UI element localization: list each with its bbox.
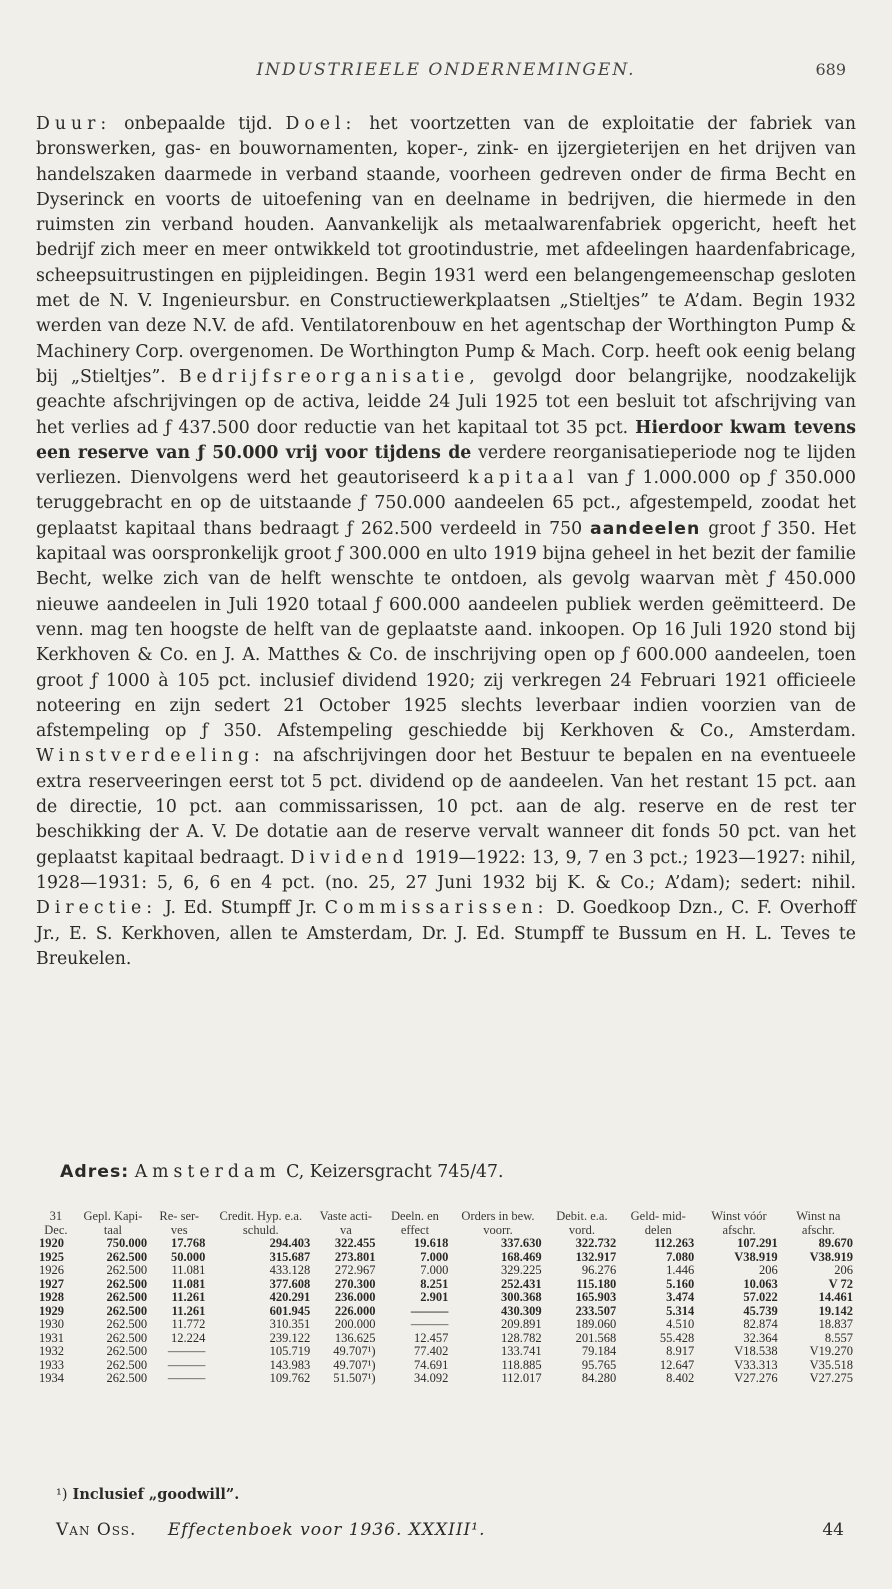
table-cell: 209.891	[501, 1317, 542, 1331]
label-dividend: Dividend	[290, 847, 409, 868]
table-cell: 430.309	[501, 1303, 542, 1318]
table-cell: 112.263	[654, 1236, 695, 1250]
table-cell: 310.351	[269, 1317, 311, 1331]
table-cell: 750.000	[106, 1236, 148, 1250]
table-cell: 337.630	[501, 1236, 542, 1250]
table-cell: 118.885	[501, 1357, 542, 1372]
table-cell: 8.251	[420, 1276, 449, 1291]
label-directie: Directie:	[36, 898, 158, 919]
table-cell: 82.874	[743, 1317, 778, 1331]
table-cell: 112.017	[501, 1371, 542, 1385]
column-header: Credit. Hyp. e.a. schuld.	[219, 1209, 303, 1237]
table-cell: 57.022	[743, 1290, 778, 1304]
text-commissarissen: D. Goedkoop Dzn., C. F. Overhoff Jr., E. S. Kerkhoven, allen te Amsterdam, Dr. J. Ed. Stumpff te Bussum en H. L. Teves te Breukelen.	[36, 898, 856, 969]
column-header: Gepl. Kapi- taal	[83, 1209, 143, 1237]
address-line	[60, 1162, 504, 1182]
label-aandeelen: aandeelen	[589, 518, 701, 539]
table-cell: 105.719	[269, 1344, 311, 1358]
table-row	[36, 1318, 856, 1332]
table-cell: 79.184	[581, 1344, 617, 1358]
table-cell: 5.314	[666, 1303, 695, 1318]
table-cell: 34.092	[414, 1371, 449, 1385]
table-cell: 1934	[39, 1371, 64, 1385]
table-cell: 14.461	[818, 1290, 853, 1304]
table-cell: 262.500	[106, 1371, 148, 1385]
table-row	[36, 1359, 856, 1373]
financial-table	[36, 1210, 856, 1386]
label-kapitaal: kapitaal	[468, 468, 579, 489]
table-cell: V18.538	[734, 1344, 778, 1358]
text-directie: J. Ed. Stumpff Jr.	[157, 898, 325, 919]
table-cell: 262.500	[106, 1317, 148, 1331]
text-dividend: 1919—1922: 13, 9, 7 en 3 pct.; 1923—1927: nihil, 1928—1931: 5, 6, 6 en 4 pct. (no. 25, 27 Juni 1932 bij K. & Co.; A’dam); sedert: nihil.	[36, 847, 857, 893]
table-body	[36, 1237, 856, 1386]
table-cell: 273.801	[334, 1249, 376, 1264]
table-cell: 128.782	[501, 1330, 542, 1345]
table-row	[36, 1264, 856, 1278]
label-doel: Doel:	[285, 114, 357, 134]
column-header: Geld- mid- delen	[630, 1209, 686, 1237]
table-cell: 262.500	[106, 1357, 148, 1372]
table-cell: 270.300	[334, 1276, 376, 1291]
table-cell: 322.455	[334, 1236, 376, 1250]
table-cell: 49.707¹)	[333, 1344, 376, 1358]
table-cell: 19.142	[818, 1303, 853, 1318]
table-cell: 1933	[39, 1357, 64, 1372]
table-cell: 74.691	[414, 1357, 449, 1372]
table-cell: V19.270	[809, 1344, 853, 1358]
table-cell: 77.402	[414, 1344, 449, 1358]
table-cell: 89.670	[818, 1236, 853, 1250]
footnote-text: Inclusief „goodwill”.	[67, 1486, 240, 1503]
table-cell: V33.313	[734, 1357, 778, 1372]
table-cell: 17.768	[170, 1236, 206, 1250]
table-cell: 272.967	[334, 1263, 376, 1277]
text-duur: onbepaalde tijd.	[111, 114, 286, 134]
table-cell: 233.507	[575, 1303, 617, 1318]
table-cell: 11.261	[171, 1303, 206, 1318]
table-cell: 1932	[39, 1344, 64, 1358]
column-header: Vaste acti- va	[319, 1209, 373, 1237]
label-winstverdeeling: Winstverdeeling:	[36, 746, 265, 767]
table-cell: 50.000	[170, 1249, 206, 1264]
table-cell: 12.224	[170, 1330, 206, 1345]
table-cell: 143.983	[269, 1357, 311, 1372]
footnote-mark: ¹)	[56, 1487, 68, 1503]
table-cell: 236.000	[334, 1290, 376, 1304]
table-cell: 1930	[39, 1317, 64, 1331]
table-cell: 239.122	[269, 1330, 311, 1345]
table-cell: 84.280	[581, 1371, 617, 1385]
table-cell: V 72	[828, 1276, 853, 1291]
text-doel: het voortzetten van de exploitatie der fabriek van bronswerken, gas- en bouwornamenten, koper-, zink- en ijzergieterijen en het drijven van handelszaken daarmede in verband staande, voorheen gedreven onder de firma Becht en Dyserinck en voorts de uitoefening van en deelname in bedrijven, die hiermede in den ruimsten zin verband houden. Aanvankelijk als metaalwarenfabriek opgericht, heeft het bedrijf zich meer en meer ontwikkeld tot grootindustrie, met afdeelingen haardenfabricage, scheepsuitrustingen en pijpleidingen. Begin 1931 werd een belangengemeenschap gesloten met de N. V. Ingenieursbur. en Constructiewerkplaatsen „Stieltjes” te A’dam. Begin 1932 werden van deze N.V. de afd. Ventilatorenbouw en het agentschap der Worthington Pump & Machinery Corp. overgenomen. De Worthington Pump & Mach. Corp. heeft ook eenig belang bij „Stieltjes”.	[36, 114, 856, 387]
address-city: Amsterdam	[134, 1162, 281, 1182]
table-cell: 107.291	[737, 1236, 778, 1250]
table-cell: 262.500	[106, 1344, 148, 1358]
table-cell: 10.063	[743, 1276, 778, 1291]
table-cell: 262.500	[106, 1290, 148, 1304]
address-label: Adres:	[60, 1162, 130, 1182]
table-cell: 11.081	[171, 1263, 206, 1277]
table-cell: 45.739	[743, 1303, 778, 1318]
table-cell: V27.276	[734, 1371, 778, 1385]
table-cell: 1920	[39, 1236, 64, 1250]
table-cell: 377.608	[269, 1276, 311, 1291]
text-winstverdeeling: na afschrijvingen door het Bestuur te bepalen en na eventueele extra reserveeringen eerst tot 5 pct. dividend op de aandeelen. Van het restant 15 pct. aan de directie, 10 pct. aan commissarissen, 10 pct. aan de alg. reserve en de rest ter beschikking der A. V. De dotatie aan de reserve vervalt wanneer dit fonds 50 pct. van het geplaatst kapitaal bedraagt.	[36, 746, 856, 868]
table-row	[36, 1372, 856, 1386]
footer-sheet-number: 44	[822, 1520, 844, 1540]
text-aandeelen: groot ƒ 350. Het kapitaal was oorspronkelijk groot ƒ 300.000 en ulto 1919 bijna geheel in het bezit der familie Becht, welke zich van de helft wenschte te ontdoen, als gevolg waarvan mèt ƒ 450.000 nieuwe aandeelen in Juli 1920 totaal ƒ 600.000 aandeelen publiek werden geëmitteerd. De venn. mag ten hoogste de helft van de geplaatste aand. inkoopen. Op 16 Juli 1920 stond bij Kerkhoven & Co. en J. A. Matthes & Co. de inschrijving open op ƒ 600.000 aandeelen, toen groot ƒ 1000 à 105 pct. inclusief dividend 1920; zij verkregen 24 Februari 1921 officieele noteering en zijn sedert 21 October 1925 slechts leverbaar indien voorzien van de afstempeling op ƒ 350. Afstempeling geschiedde bij Kerkhoven & Co., Amsterdam.	[36, 518, 856, 742]
table-cell: 200.000	[334, 1317, 376, 1331]
table-cell: 300.368	[501, 1290, 542, 1304]
table-cell: 1931	[39, 1330, 64, 1345]
footer-book-title: Effectenboek voor 1936. XXXIII¹.	[167, 1520, 486, 1540]
table-cell: 133.741	[501, 1344, 542, 1358]
table-cell: 420.291	[269, 1290, 311, 1304]
table-cell: 8.917	[666, 1344, 695, 1358]
description-paragraph	[36, 112, 856, 972]
table-cell: 115.180	[576, 1276, 617, 1291]
table-cell: 601.945	[269, 1303, 311, 1318]
column-header: 31 Dec.	[44, 1209, 68, 1237]
running-title: INDUSTRIEELE ONDERNEMINGEN.	[256, 60, 636, 80]
table-cell: 18.837	[818, 1317, 853, 1331]
company-description	[36, 112, 856, 972]
table-cell: 322.732	[575, 1236, 617, 1250]
table-cell: ———	[410, 1303, 449, 1318]
table-cell: 262.500	[106, 1303, 148, 1318]
footer-author: Van Oss.	[56, 1520, 137, 1540]
text-kapitaal: van ƒ 1.000.000 op ƒ 350.000 teruggebracht en op de uitstaande ƒ 750.000 aandeelen 65 pct., afgestempeld, zoodat het geplaatst kapitaal thans bedraagt ƒ 262.500 verdeeld in 750	[36, 468, 856, 539]
column-header: Winst vóór afschr.	[711, 1209, 767, 1237]
table-cell: 49.707¹)	[333, 1357, 376, 1372]
table-cell: 262.500	[106, 1330, 148, 1345]
table-header-row	[36, 1210, 856, 1237]
table-cell: 168.469	[501, 1249, 542, 1264]
table-cell: 12.457	[414, 1330, 449, 1345]
page-header	[36, 60, 856, 84]
text-reserve-bold: Hierdoor kwam tevens een reserve van ƒ 50.000 vrij voor tijdens de	[36, 417, 857, 463]
table-cell: 2.901	[420, 1290, 449, 1304]
table-cell: 11.261	[171, 1290, 206, 1304]
table-cell: 206	[834, 1263, 853, 1277]
table-cell: 165.903	[575, 1290, 617, 1304]
label-duur: Duur:	[36, 114, 112, 134]
address-street: C, Keizersgracht 745/47.	[280, 1162, 504, 1182]
table-cell: V38.919	[809, 1249, 853, 1264]
table-cell: 11.081	[171, 1276, 206, 1291]
table-cell: 226.000	[334, 1303, 376, 1318]
table-cell: 12.647	[659, 1357, 695, 1372]
label-commissarissen: Commissarissen:	[324, 898, 549, 919]
column-header: Re- ser- ves	[159, 1209, 200, 1237]
table-cell: 96.276	[581, 1263, 617, 1277]
table-cell: 294.403	[269, 1236, 311, 1250]
table-cell: 1925	[39, 1249, 64, 1264]
table-cell: 8.402	[666, 1371, 695, 1385]
table-cell: 433.128	[269, 1263, 311, 1277]
table-row	[36, 1291, 856, 1305]
table-cell: 329.225	[501, 1263, 542, 1277]
column-header: Deeln. en effect	[391, 1209, 439, 1237]
table-cell: 262.500	[106, 1276, 148, 1291]
table-row	[36, 1332, 856, 1346]
table-cell: V38.919	[734, 1249, 778, 1264]
table-cell: 3.474	[666, 1290, 695, 1304]
table-cell: 262.500	[106, 1263, 148, 1277]
table-cell: 1.446	[666, 1263, 695, 1277]
table-cell: 132.917	[575, 1249, 617, 1264]
table-row	[36, 1305, 856, 1319]
footnote	[56, 1486, 239, 1503]
table-cell: ———	[410, 1317, 449, 1331]
table-cell: 1926	[39, 1263, 64, 1277]
table-cell: 252.431	[501, 1276, 542, 1291]
table-cell: ———	[167, 1371, 206, 1385]
text-reorg-vervolg: verdere reorganisatieperiode nog te lijden verliezen. Dienvolgens werd het geautoriseerd	[36, 442, 856, 489]
table-cell: 206	[758, 1263, 778, 1277]
table-cell: 19.618	[414, 1236, 449, 1250]
table-cell: 55.428	[659, 1330, 695, 1345]
table-cell: 1927	[39, 1276, 64, 1291]
text-reorganisatie: gevolgd door belangrijke, noodzakelijk geachte afschrijvingen op de activa, leidde 24 Juli 1925 tot een besluit tot afschrijving van het verlies ad ƒ 437.500 door reductie van het kapitaal tot 35 pct.	[36, 366, 856, 438]
table-cell: 136.625	[334, 1330, 376, 1345]
table-cell: 262.500	[106, 1249, 148, 1264]
table-cell: ———	[167, 1357, 206, 1372]
table-cell: 7.080	[666, 1249, 695, 1264]
column-header: Winst na afschr.	[796, 1209, 841, 1237]
table-cell: 4.510	[666, 1317, 695, 1331]
label-reorganisatie: Bedrijfsreorganisatie,	[178, 366, 480, 387]
table-row	[36, 1251, 856, 1265]
table-cell: 1929	[39, 1303, 64, 1318]
table-cell: ———	[167, 1344, 206, 1358]
table-cell: 1928	[39, 1290, 64, 1304]
table-cell: 109.762	[269, 1371, 311, 1385]
table-cell: 8.557	[824, 1330, 853, 1345]
table-cell: 95.765	[581, 1357, 617, 1372]
page-number: 689	[815, 60, 846, 79]
column-header: Debit. e.a. vord.	[556, 1209, 608, 1237]
table-row	[36, 1345, 856, 1359]
table-cell: 5.160	[666, 1276, 695, 1291]
table-cell: 51.507¹)	[333, 1371, 376, 1385]
table-row	[36, 1237, 856, 1251]
table-cell: 7.000	[420, 1263, 449, 1277]
table-cell: 201.568	[575, 1330, 617, 1345]
table-row	[36, 1278, 856, 1292]
column-header: Orders in bew. voorr.	[461, 1209, 535, 1237]
table-cell: 32.364	[743, 1330, 778, 1345]
table-cell: V35.518	[809, 1357, 853, 1372]
table-cell: 189.060	[575, 1317, 617, 1331]
table-cell: 315.687	[269, 1249, 311, 1264]
table-cell: 11.772	[171, 1317, 206, 1331]
table-cell: 7.000	[420, 1249, 449, 1264]
table-cell: V27.275	[809, 1371, 853, 1385]
page-footer	[56, 1520, 856, 1540]
